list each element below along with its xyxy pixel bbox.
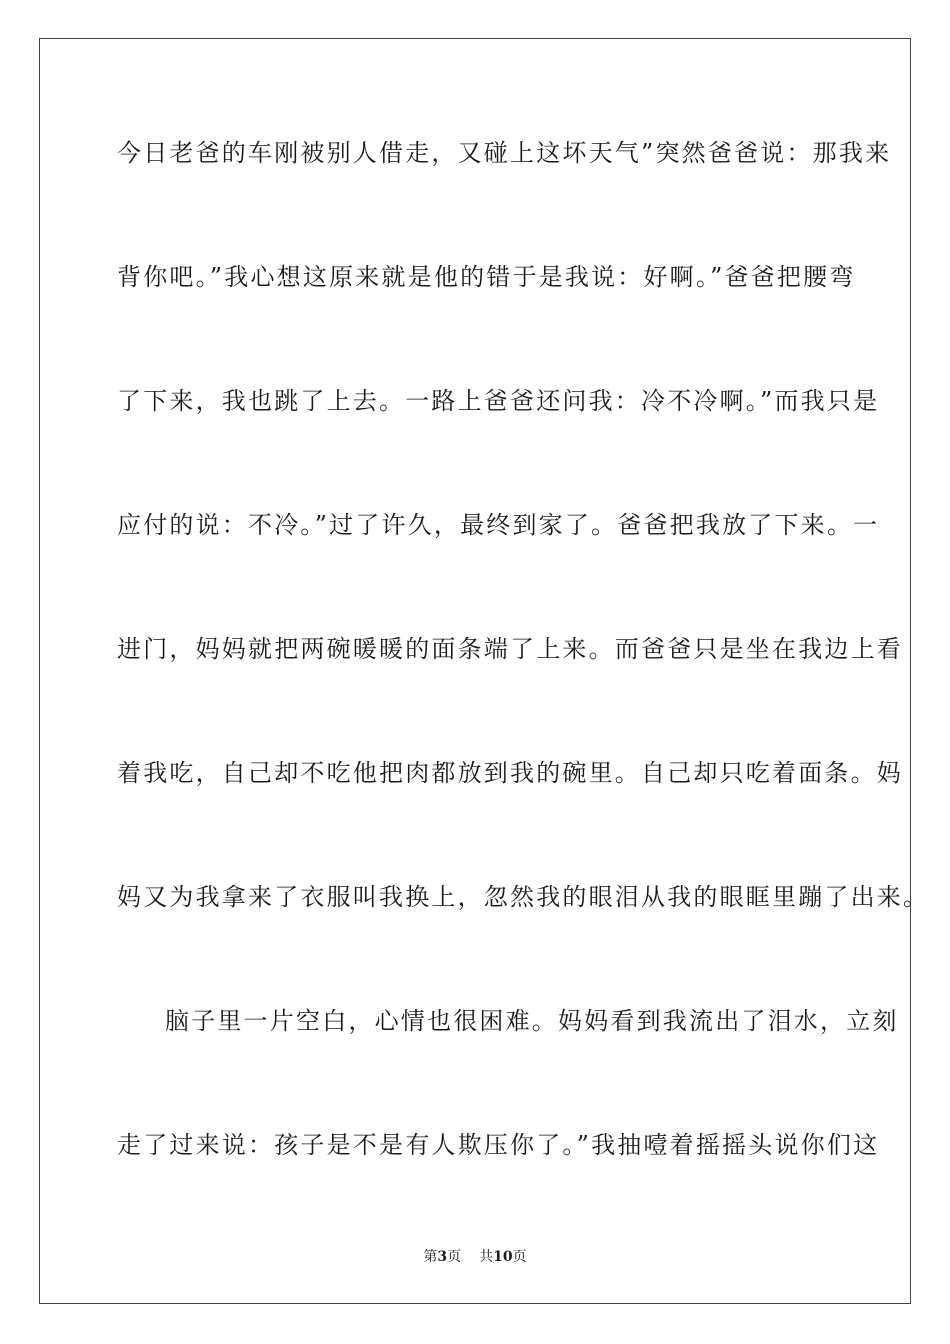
body-line-3: 了下来，我也跳了上去。一路上爸爸还问我：冷不冷啊。”而我只是	[117, 387, 880, 415]
body-line-5: 进门，妈妈就把两碗暖暖的面条端了上来。而爸爸只是坐在我边上看	[117, 635, 903, 663]
body-line-6: 着我吃，自己却不吃他把肉都放到我的碗里。自己却只吃着面条。妈	[117, 759, 903, 787]
body-line-9: 走了过来说：孩子是不是有人欺压你了。”我抽噎着摇摇头说你们这	[117, 1131, 880, 1159]
body-line-2: 背你吧。”我心想这原来就是他的错于是我说：好啊。”爸爸把腰弯	[117, 263, 856, 291]
body-line-8-paragraph-start: 脑子里一片空白，心情也很困难。妈妈看到我流出了泪水，立刻	[165, 1007, 899, 1035]
page-border	[39, 38, 930, 1304]
footer-page-total: 10	[493, 1249, 513, 1265]
page-footer	[0, 1248, 950, 1266]
footer-page-suffix: 页	[447, 1249, 462, 1265]
footer-total-suffix: 页	[512, 1249, 527, 1265]
footer-page-current: 3	[437, 1249, 448, 1265]
body-line-7: 妈又为我拿来了衣服叫我换上，忽然我的眼泪从我的眼眶里蹦了出来。	[117, 883, 930, 911]
footer-total-prefix: 共	[479, 1249, 494, 1265]
body-line-4: 应付的说：不冷。”过了许久，最终到家了。爸爸把我放了下来。一	[117, 511, 880, 539]
body-line-1: 今日老爸的车刚被别人借走，又碰上这坏天气”突然爸爸说：那我来	[117, 139, 892, 167]
footer-page-prefix: 第	[423, 1249, 438, 1265]
